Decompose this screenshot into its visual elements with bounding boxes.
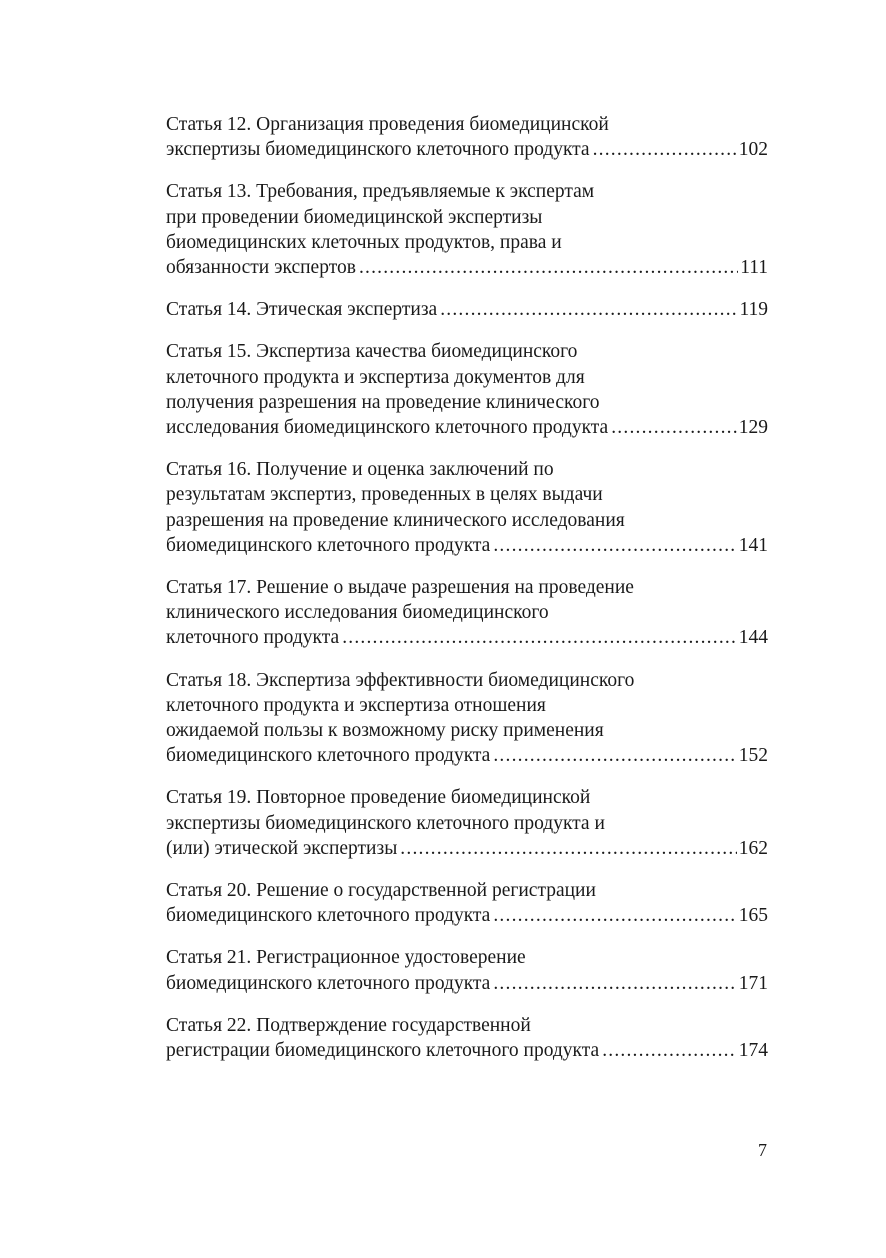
- toc-entry[interactable]: [166, 575, 768, 651]
- toc-entry-title-line: разрешения на проведение клинического исследования: [166, 509, 625, 531]
- toc-entry-title-line: экспертизы биомедицинского клеточного продукта и: [166, 812, 605, 834]
- toc-entry-title-line: Статья 22. Подтверждение государственной: [166, 1014, 531, 1036]
- toc-entry-title-line: биомедицинского клеточного продукта: [166, 905, 491, 927]
- dot-leader: [611, 415, 737, 440]
- dot-leader: [602, 1038, 737, 1063]
- toc-entry-page-number: 144: [738, 627, 768, 649]
- toc-entry-title-line: Статья 12. Организация проведения биомедицинской: [166, 114, 609, 135]
- page-number: 7: [758, 1140, 767, 1160]
- toc-entry-page-number: 111: [740, 257, 768, 279]
- toc-entry-title-line: результатам экспертиз, проведенных в целях выдачи: [166, 484, 603, 506]
- toc-entry-title-line: Статья 17. Решение о выдаче разрешения на проведение: [166, 577, 634, 599]
- toc-entry-page-number: 129: [738, 417, 768, 439]
- toc-entry-title-line: биомедицинских клеточных продуктов, права и: [166, 231, 562, 253]
- toc-entry-title-line: Статья 18. Экспертиза эффективности биомедицинского: [166, 669, 635, 691]
- toc-entry[interactable]: [166, 112, 768, 162]
- toc-entry[interactable]: [166, 945, 768, 995]
- toc-entry-last-line: [166, 533, 768, 558]
- toc-entry-title-line: Статья 19. Повторное проведение биомедицинской: [166, 787, 591, 809]
- toc-entry-title-line: Статья 15. Экспертиза качества биомедицинского: [166, 341, 578, 363]
- table-of-contents: [166, 112, 768, 1080]
- toc-entry-title-line: Статья 20. Решение о государственной регистрации: [166, 880, 596, 902]
- toc-entry-page-number: 152: [738, 745, 768, 767]
- toc-entry-last-line: [166, 971, 768, 996]
- dot-leader: [493, 743, 736, 768]
- toc-entry[interactable]: [166, 457, 768, 558]
- toc-entry-last-line: [166, 903, 768, 928]
- toc-entry-title-line: клеточного продукта и экспертиза документов для: [166, 366, 585, 388]
- toc-entry[interactable]: [166, 668, 768, 769]
- toc-entry-page-number: 174: [738, 1040, 768, 1062]
- toc-entry[interactable]: [166, 179, 768, 280]
- toc-entry[interactable]: [166, 339, 768, 440]
- toc-entry-title-line: биомедицинского клеточного продукта: [166, 972, 491, 994]
- toc-entry-last-line: [166, 415, 768, 440]
- toc-entry-title-line: биомедицинского клеточного продукта: [166, 534, 491, 556]
- toc-entry[interactable]: [166, 785, 768, 861]
- toc-entry-title-line: (или) этической экспертизы: [166, 837, 398, 859]
- toc-entry-title-line: исследования биомедицинского клеточного продукта: [166, 417, 609, 439]
- dot-leader: [342, 625, 737, 650]
- toc-entry-title-line: биомедицинского клеточного продукта: [166, 745, 491, 767]
- toc-entry-page-number: 119: [739, 299, 768, 321]
- toc-entry-title-line: при проведении биомедицинской экспертизы: [166, 206, 543, 228]
- toc-entry-title-line: получения разрешения на проведение клинического: [166, 391, 600, 413]
- toc-entry-last-line: [166, 1038, 768, 1063]
- toc-entry-last-line: [166, 297, 768, 322]
- toc-entry-title-line: клинического исследования биомедицинского: [166, 602, 549, 624]
- toc-entry-title-line: Статья 13. Требования, предъявляемые к экспертам: [166, 181, 595, 203]
- toc-entry-title-line: экспертизы биомедицинского клеточного продукта: [166, 139, 590, 161]
- toc-entry[interactable]: [166, 297, 768, 322]
- dot-leader: [400, 836, 736, 861]
- dot-leader: [593, 137, 737, 162]
- toc-entry-page-number: 162: [738, 837, 768, 859]
- toc-entry-last-line: [166, 625, 768, 650]
- toc-entry[interactable]: [166, 878, 768, 928]
- dot-leader: [493, 903, 736, 928]
- toc-entry-title-line: клеточного продукта и экспертиза отношения: [166, 694, 546, 716]
- toc-entry-page-number: 171: [738, 972, 768, 994]
- toc-entry-last-line: [166, 743, 768, 768]
- dot-leader: [493, 971, 736, 996]
- toc-entry-title-line: клеточного продукта: [166, 627, 340, 649]
- toc-entry-last-line: [166, 836, 768, 861]
- dot-leader: [440, 297, 737, 322]
- toc-entry-page-number: 165: [738, 905, 768, 927]
- toc-entry-page-number: 102: [738, 139, 768, 161]
- dot-leader: [359, 255, 738, 280]
- toc-entry-last-line: [166, 137, 768, 162]
- toc-entry-title-line: Статья 14. Этическая экспертиза: [166, 299, 438, 321]
- toc-entry-title-line: Статья 21. Регистрационное удостоверение: [166, 947, 526, 969]
- dot-leader: [493, 533, 736, 558]
- toc-entry[interactable]: [166, 1013, 768, 1063]
- toc-entry-title-line: обязанности экспертов: [166, 257, 356, 279]
- toc-entry-title-line: Статья 16. Получение и оценка заключений по: [166, 459, 554, 481]
- toc-entry-page-number: 141: [738, 534, 768, 556]
- toc-entry-title-line: регистрации биомедицинского клеточного продукта: [166, 1040, 600, 1062]
- toc-entry-last-line: [166, 255, 768, 280]
- toc-entry-title-line: ожидаемой пользы к возможному риску применения: [166, 720, 604, 742]
